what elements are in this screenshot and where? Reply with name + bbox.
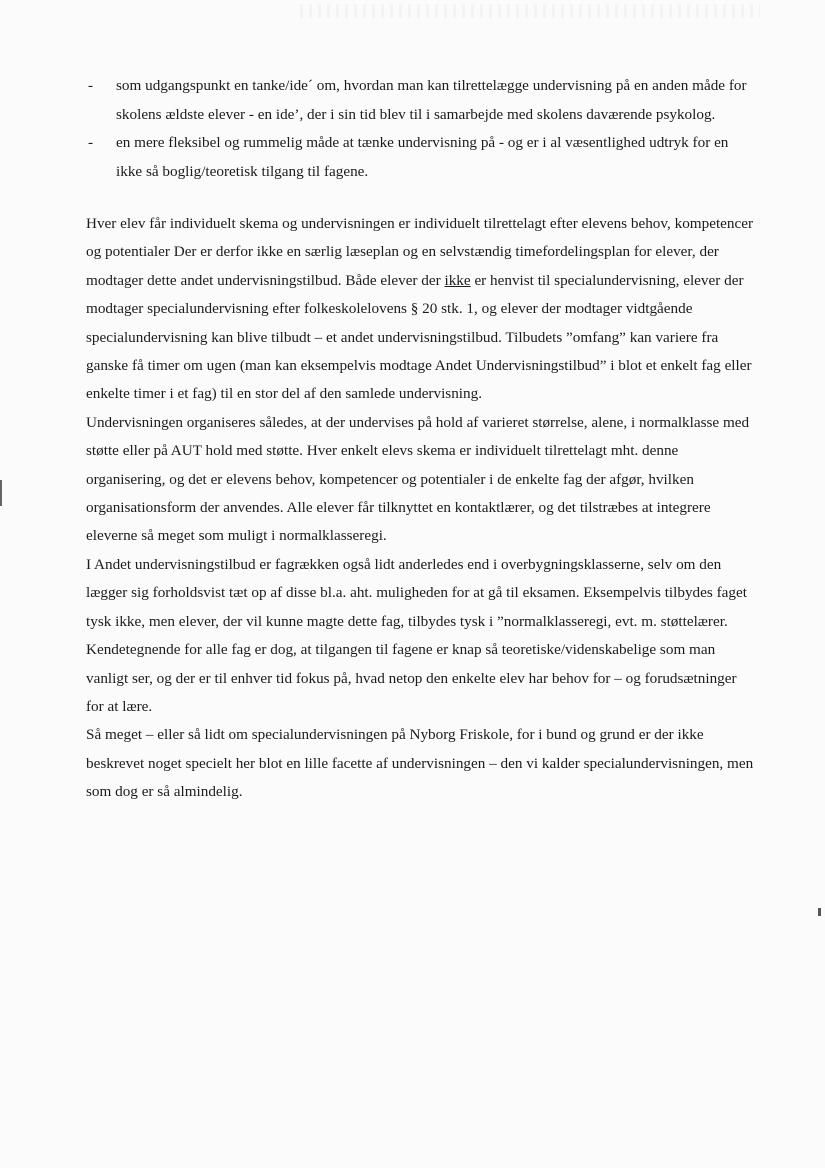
bullet-text: som udgangspunkt en tanke/ide´ om, hvordan man kan tilrettelægge undervisning på en anden måde for skolens ældste elever - en ide’, der i sin tid blev til i samarbejde med skolens daværende psykolog. — [116, 77, 747, 123]
bullet-dash: - — [88, 77, 94, 94]
bullet-dash: - — [88, 134, 94, 151]
scan-noise-header — [300, 4, 760, 18]
paragraph-conclusion: Så meget – eller så lidt om specialundervisningen på Nyborg Friskole, for i bund og grund er der ikke beskrevet noget specielt her blot en lille facette af undervisningen – den vi kalder specialundervisningen, men som dog er så almindelig. — [86, 726, 754, 801]
paragraph-individual-schedule — [86, 210, 758, 409]
paragraph-subjects: I Andet undervisningstilbud er fagrækken også lidt anderledes end i overbygningsklasserne, selv om den lægger sig forholdsvist tæt op af disse bl.a. aht. muligheden for at gå til eksamen. Eksempelvis tilbydes faget tysk ikke, men elever, der vil kunne magte dette fag, tilbydes tysk i ”normalklasseregi, evt. m. støttelærer. Kendetegnende for alle fag er dog, at tilgangen til fagene er knap så teoretiske/videnskabelige som man vanligt ser, og der er til enhver tid fokus på, hvad netop den enkelte elev har behov for – og forudsætninger for at lære. — [86, 555, 747, 715]
paragraph-organisation: Undervisningen organiseres således, at der undervises på hold af varieret størrelse, alene, i normalklasse med støtte eller på AUT hold med støtte. Hver enkelt elevs skema er individuelt tilrettelagt mht. denne organisering, og det er elevens behov, kompetencer og potentialer i de enkelte fag der afgør, hvilken organisationsform der anvendes. Alle elever får tilknyttet en kontaktlærer, og det tilstræbes at integrere eleverne så meget som muligt i normalklasseregi. — [86, 413, 750, 545]
bullet-text: en mere fleksibel og rummelig måde at tænke undervisning på - og er i al væsentlighed udtryk for en ikke så boglig/teoretisk tilgang til fagene. — [116, 134, 729, 180]
paragraph-text: er henvist til specialundervisning, elever der modtager specialundervisning efter folkeskolelovens § 20 stk. 1, og elever der modtager vidtgående specialundervisning kan blive tilbudt – et andet undervisningstilbud. Tilbudets ”omfang” kan variere fra ganske få timer om ugen (man kan eksempelvis modtage Andet Undervisningstilbud” i blot et enkelt fag eller enkelte timer i et fag) til en stor del af den samlede undervisning. — [86, 271, 752, 403]
bullet-list — [88, 72, 758, 186]
paragraph-text: Hver elev får individuelt skema og undervisningen er individuelt tilrettelagt efter elevens behov, kompetencer og potentialer Der er derfor ikke en særlig læseplan og en selvstændig timefordelingsplan for elever, der modtager dette andet undervisningstilbud. Både elever der — [86, 215, 754, 289]
scan-edge-mark-right — [818, 908, 821, 916]
underlined-word: ikke — [444, 271, 471, 289]
body-text — [86, 210, 758, 807]
scan-edge-mark-left — [0, 480, 2, 506]
bullet-item-1 — [88, 72, 758, 129]
bullet-item-2 — [88, 129, 758, 186]
